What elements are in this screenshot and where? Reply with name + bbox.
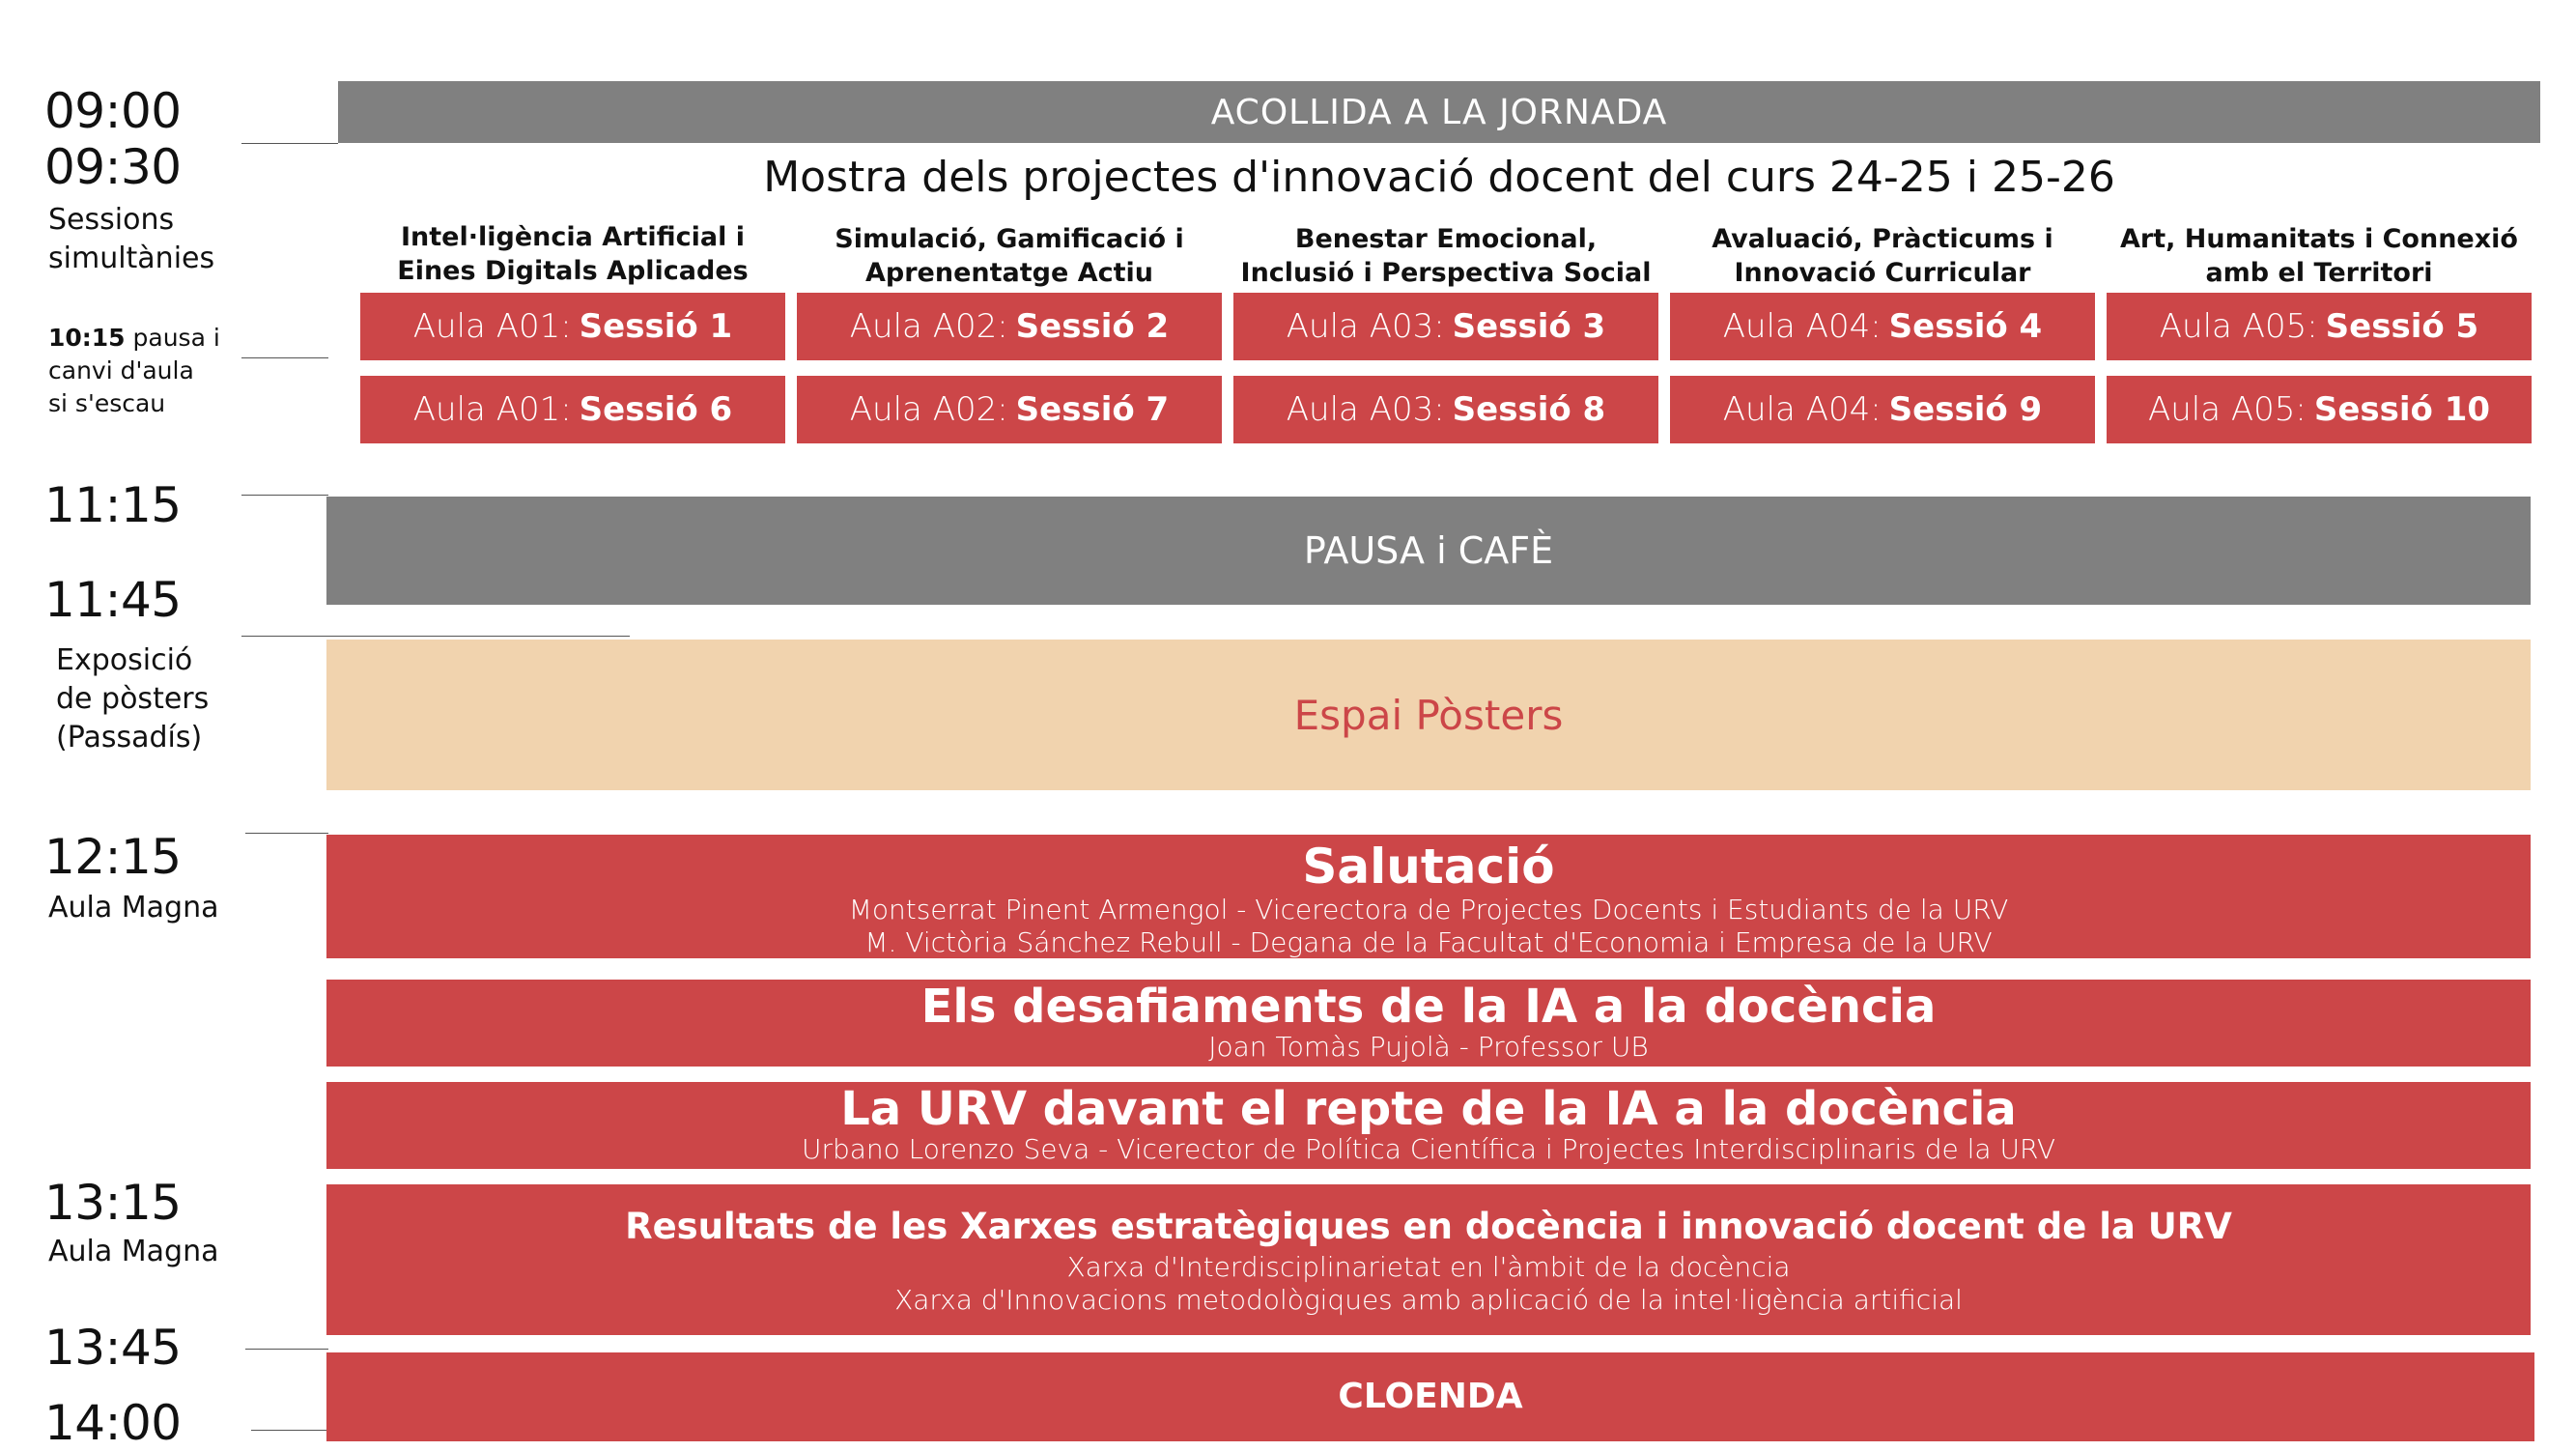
session-room: Aula A02:: [849, 307, 1008, 346]
session-6-tile[interactable]: [360, 376, 785, 443]
session-room: Aula A05:: [2159, 307, 2318, 346]
session-room: Aula A04:: [1722, 307, 1882, 346]
session-room: Aula A02:: [849, 390, 1008, 429]
divider-rule: [245, 833, 328, 834]
sessions-note-line1: Sessions: [48, 203, 175, 237]
showcase-title: Mostra dels projectes d'innovació docent del curs 24-25 i 25-26: [763, 153, 2115, 202]
session-name: Sessió 10: [2313, 390, 2491, 429]
greeting-block: [326, 835, 2531, 958]
session-name: Sessió 6: [579, 390, 733, 429]
pause-time: 10:15: [48, 324, 126, 352]
coffee-break-label: PAUSA i CAFÈ: [1303, 529, 1554, 572]
time-1315: 13:15: [44, 1175, 182, 1231]
theme-line: Art, Humanitats i Connexió: [2120, 224, 2518, 254]
greeting-speaker-1: Montserrat Pinent Armengol - Vicerectora de Projectes Docents i Estudiants de la URV: [848, 894, 2009, 925]
session-3-tile[interactable]: [1233, 293, 1658, 360]
session-9-tile[interactable]: [1670, 376, 2095, 443]
theme-line: Innovació Curricular: [1734, 258, 2031, 288]
time-1115: 11:15: [44, 477, 182, 533]
theme-line: Simulació, Gamificació i: [835, 224, 1184, 254]
aula-magna-label-1: Aula Magna: [48, 891, 219, 925]
time-0900: 09:00: [44, 83, 182, 139]
welcome-banner: [338, 81, 2540, 143]
divider-rule: [245, 1349, 328, 1350]
theme-line: Avaluació, Pràcticums i: [1712, 224, 2053, 254]
sessions-note-line2: simultànies: [48, 242, 215, 275]
session-name: Sessió 7: [1015, 390, 1170, 429]
session-5-tile[interactable]: [2107, 293, 2532, 360]
session-1-tile[interactable]: [360, 293, 785, 360]
posters-note-line3: (Passadís): [56, 721, 203, 754]
session-room: Aula A03:: [1286, 390, 1445, 429]
session-room: Aula A01:: [412, 307, 572, 346]
theme-column-2: [797, 222, 1222, 290]
theme-line: Aprenentatge Actiu: [865, 258, 1153, 288]
session-name: Sessió 1: [579, 307, 733, 346]
networks-item-2: Xarxa d'Innovacions metodològiques amb aplicació de la intel·ligència artificial: [894, 1284, 1963, 1316]
talk-2-block: [326, 1082, 2531, 1169]
divider-rule: [251, 1430, 328, 1431]
talk-1-title: Els desafiaments de la IA a la docència: [920, 980, 1937, 1034]
divider-rule: [241, 636, 630, 637]
session-room: Aula A05:: [2147, 390, 2307, 429]
greeting-speaker-2: M. Victòria Sánchez Rebull - Degana de la Facultat d'Economia i Empresa de la URV: [864, 926, 1993, 958]
session-room: Aula A03:: [1286, 307, 1445, 346]
session-name: Sessió 5: [2325, 307, 2479, 346]
coffee-break-banner: [326, 497, 2531, 605]
theme-line: Intel·ligència Artificial i: [400, 222, 746, 252]
time-1345: 13:45: [44, 1320, 182, 1376]
greeting-title: Salutació: [1302, 839, 1555, 895]
theme-column-1: [360, 220, 785, 288]
theme-column-5: [2107, 222, 2532, 290]
divider-rule: [241, 357, 328, 358]
session-name: Sessió 9: [1888, 390, 2043, 429]
networks-title: Resultats de les Xarxes estratègiques en docència i innovació docent de la URV: [625, 1206, 2232, 1247]
session-room: Aula A01:: [412, 390, 572, 429]
session-name: Sessió 3: [1452, 307, 1606, 346]
session-name: Sessió 4: [1888, 307, 2043, 346]
posters-area-banner: [326, 640, 2531, 790]
aula-magna-label-2: Aula Magna: [48, 1235, 219, 1268]
talk-1-speaker: Joan Tomàs Pujolà - Professor UB: [1208, 1030, 1649, 1063]
posters-note-line1: Exposició: [56, 643, 193, 677]
pause-note-line2: canvi d'aula: [48, 356, 194, 384]
theme-column-3: [1233, 222, 1658, 290]
session-name: Sessió 8: [1452, 390, 1606, 429]
theme-line: Benestar Emocional,: [1294, 224, 1598, 254]
time-1145: 11:45: [44, 572, 182, 628]
session-4-tile[interactable]: [1670, 293, 2095, 360]
theme-line: Inclusió i Perspectiva Social: [1240, 258, 1652, 288]
time-1215: 12:15: [44, 829, 182, 885]
posters-note-line2: de pòsters: [56, 682, 210, 716]
posters-area-label: Espai Pòsters: [1293, 691, 1564, 739]
time-1400: 14:00: [44, 1395, 182, 1451]
networks-item-1: Xarxa d'Interdisciplinarietat en l'àmbit de la docència: [1066, 1251, 1791, 1283]
theme-line: amb el Territori: [2205, 258, 2433, 288]
welcome-label: ACOLLIDA A LA JORNADA: [1210, 92, 1668, 132]
session-2-tile[interactable]: [797, 293, 1222, 360]
session-name: Sessió 2: [1015, 307, 1170, 346]
pause-note-line1: [48, 322, 220, 355]
closing-label: CLOENDA: [1338, 1377, 1523, 1417]
session-8-tile[interactable]: [1233, 376, 1658, 443]
pause-note-text: pausa i: [125, 324, 220, 352]
closing-block: [326, 1352, 2534, 1441]
talk-2-title: La URV davant el repte de la IA a la docència: [840, 1082, 2017, 1136]
talk-1-block: [326, 980, 2531, 1067]
theme-line: Eines Digitals Aplicades: [397, 256, 749, 286]
divider-rule: [241, 495, 328, 496]
talk-2-speaker: Urbano Lorenzo Seva - Vicerector de Política Científica i Projectes Interdisciplinaris de la URV: [801, 1132, 2056, 1165]
pause-note-line3: si s'escau: [48, 389, 166, 417]
divider-rule: [241, 143, 338, 144]
session-7-tile[interactable]: [797, 376, 1222, 443]
theme-column-4: [1670, 222, 2095, 290]
session-room: Aula A04:: [1722, 390, 1882, 429]
time-0930: 09:30: [44, 139, 182, 195]
networks-block: [326, 1184, 2531, 1335]
session-10-tile[interactable]: [2107, 376, 2532, 443]
